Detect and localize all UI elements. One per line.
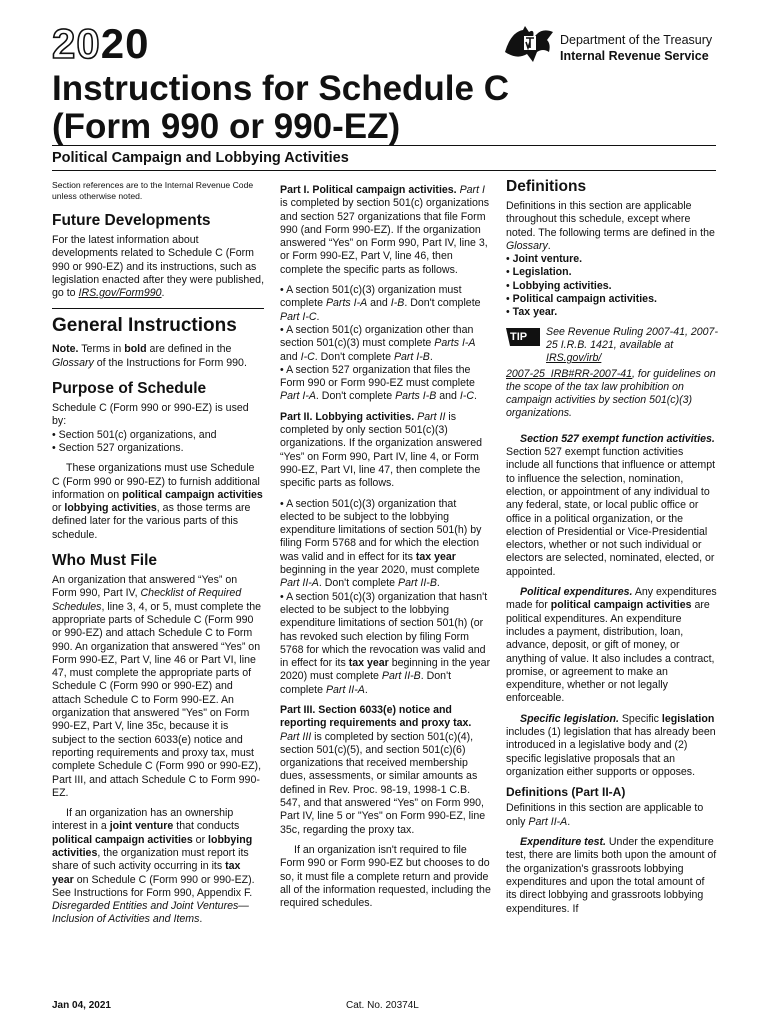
subtitle-rule (52, 170, 716, 171)
footer-cat-no: Cat. No. 20374L (346, 1000, 419, 1011)
part2-bullet-1: • A section 501(c)(3) organization that elected to be subject to the lobbying expenditure limitations of section 501(h) by filing Form 5768 and for which the election was valid and in effect for its tax year beginning in the year 2020, must complete Part II-A. Don't complete Part II-B. (280, 497, 482, 590)
future-developments-text: For the latest information about developments related to Schedule C (Form 990 or 990-EZ) and its instructions, such as legislation enacted after they were published, go to IRS.gov/Form990. (52, 234, 265, 300)
tip-text-bottom: 2007-25_IRB#RR-2007-41, for guidelines on the scope of the tax law prohibition on campaign activities by section 501(c)(3) organizations. (506, 367, 716, 420)
part1-bullet-3: • A section 527 organization that files the Form 990 or Form 990-EZ must complete Part I-A. Don't complete Parts I-B and I-C. (280, 363, 477, 403)
irs-form990-link[interactable]: IRS.gov/Form990 (78, 287, 162, 300)
section527-paragraph: Section 527 exempt function activities. Section 527 exempt function activities include all functions that influence or attempt to influence the selection, nomination, election, or appointment of any individual to any federal, state, or local public office or office in a political organization, or the election of Presidential or Vice-Presidential electors, whether or not such individual or electors are selected, nominated, elected, or appointed. (506, 432, 716, 578)
note-paragraph: Note. Terms in bold are defined in the Glossary of the Instructions for Form 990. (52, 343, 247, 369)
agency-irs: Internal Revenue Service (560, 49, 709, 63)
general-instructions-heading: General Instructions (52, 308, 264, 337)
part1-paragraph: Part I. Political campaign activities. Part I is completed by section 501(c) organizations and section 527 organizations that file Form 990 (and Form 990-EZ). If the organization answered “Yes” on Form 990, Part IV, line 3, or Form 990-EZ, Part V, line 46, then complete the specific parts as follows. (280, 184, 490, 276)
definition-bullet-4: • Political campaign activities. (506, 293, 657, 306)
agency-block (560, 32, 712, 64)
column-2 (280, 184, 492, 917)
definitions-heading: Definitions (506, 178, 587, 195)
who-must-file-text: An organization that answered “Yes” on Form 990, Part IV, Checklist of Required Schedules, line 3, 4, or 5, must complete the appropriate parts of Schedule C (Form 990 or 990-EZ) and attach Schedule C to Form 990. An organization that answered “Yes” on Form 990-EZ, Part V, line 46 or Part VI, line 47, must complete the appropriate parts of Schedule C (Form 990 or 990-EZ) and attach Schedule C to Form 990-EZ. An organization that answered "Yes" on Form 990-EZ, Part V, line 35c, because it is subject to the section 6033(e) notice and reporting requirements and proxy tax, must complete Schedule C (Form 990 or 990-EZ), Part III, and attach Schedule C to Form 990-EZ. (52, 574, 262, 799)
definitions-part2a-text: Definitions in this section are applicable to only Part II-A. (506, 802, 704, 828)
title-line-1: Instructions for Schedule C (52, 69, 509, 108)
joint-venture-paragraph: If an organization has an ownership interest in a joint venture that conducts political campaign activities or lobbying activities, the organization must report its share of such activity occurring in its tax year on Schedule C (Form 990 or 990-EZ). See Instructions for Form 990, Appendix F. Disregarded Entities and Joint Ventures—Inclusion of Activities and Items. (52, 807, 255, 926)
section-note: Section references are to the Internal Revenue Code unless otherwise noted. (52, 180, 254, 201)
footer-date: Jan 04, 2021 (52, 1000, 111, 1011)
tip-label: TIP (510, 330, 528, 343)
future-developments-heading: Future Developments (52, 212, 211, 229)
irs-irb-link[interactable]: IRS.gov/irb/ (546, 352, 602, 365)
part2-bullet-2: • A section 501(c)(3) organization that hasn't elected to be subject to the lobbying expenditure limitations of section 501(h) (or has revoked such election by filing Form 5768 for which the revocation was valid and in effect for its tax year beginning in the year 2020) must complete Part II-B. Don't complete Part II-A. (280, 590, 491, 696)
voluntary-filing-paragraph: If an organization isn't required to file Form 990 or Form 990-EZ but chooses to do so, it must file a complete return and provide all of the information requested, including the required schedules. (280, 843, 491, 910)
definitions-part2a-heading: Definitions (Part II-A) (506, 785, 626, 800)
tip-text-top: See Revenue Ruling 2007-41, 2007-25 I.R.B. 1421, available at IRS.gov/irb/ (546, 325, 718, 365)
definition-bullet-2: • Legislation. (506, 266, 572, 279)
purpose-heading: Purpose of Schedule (52, 380, 207, 398)
who-must-file-heading: Who Must File (52, 552, 158, 570)
purpose-bullet-2: • Section 527 organizations. (52, 441, 184, 454)
title-rule (52, 145, 716, 146)
column-3 (506, 178, 718, 923)
definition-bullet-5: • Tax year. (506, 306, 558, 319)
title-line-2: (Form 990 or 990-EZ) (52, 107, 401, 146)
definition-bullet-1: • Joint venture. (506, 253, 583, 266)
purpose-paragraph-2: These organizations must use Schedule C (Form 990 or 990-EZ) to furnish additional information on political campaign activities or lobbying activities, as those terms are defined later for the various parts of this schedule. (52, 462, 263, 541)
purpose-bullet-1: • Section 501(c) organizations, and (52, 428, 217, 441)
subtitle: Political Campaign and Lobbying Activities (52, 150, 349, 166)
agency-department: Department of the Treasury (560, 33, 713, 47)
part1-bullet-1: • A section 501(c)(3) organization must complete Parts I-A and I-B. Don't complete Part I-C. (280, 284, 481, 323)
expenditure-test-paragraph: Expenditure test. Under the expenditure test, there are limits both upon the amount of the organization's grassroots lobbying expenditures and upon the total amount of its direct lobbying and grassroots lobbying expenditures. If (506, 836, 717, 915)
page-title (52, 70, 532, 146)
revenue-ruling-link[interactable]: 2007-25_IRB#RR-2007-41 (506, 367, 633, 380)
tip-box (506, 326, 718, 366)
purpose-intro: Schedule C (Form 990 or 990-EZ) is used by: (52, 402, 249, 428)
part3-paragraph: Part III. Section 6033(e) notice and reporting requirements and proxy tax. Part III is completed by section 501(c)(4), section 501(c)(5), and section 501(c)(6) organizations that received membership dues, assessments, or similar amounts as defined in Rev. Proc. 98-19, 1998-1 C.B. 547, and that answered “Yes” on Form 990, Part IV, line 5 or "Yes" on Form 990-EZ, line 35c, regarding the proxy tax. (280, 703, 486, 836)
definition-bullet-3: • Lobbying activities. (506, 279, 612, 292)
irs-eagle-logo (503, 22, 555, 66)
part2-paragraph: Part II. Lobbying activities. Part II is completed by only section 501(c)(3) organizations. If the organization answered “Yes” on Form 990, Part IV, line 4, or Form 990-EZ, Part VI, line 47, then complete the specific parts as follows. (280, 410, 482, 490)
form-year: 2020 (52, 20, 150, 67)
definitions-intro: Definitions in this section are applicable throughout this schedule, except where noted. The following terms are defined in the Glossary. (506, 200, 715, 252)
column-1 (52, 180, 264, 934)
political-expenditures-paragraph: Political expenditures. Any expenditures made for political campaign activities are political expenditures. An expenditure includes a payment, distribution, loan, advance, deposit, or gift of money, or anything of value. It also includes a contract, promise, or agreement to make an expenditure, whether or not legally enforceable. (506, 586, 717, 705)
specific-legislation-paragraph: Specific legislation. Specific legislation includes (1) legislation that has already been introduced in a legislative body and (2) specific legislative proposals that an organization either supports or opposes. (506, 712, 716, 778)
part1-bullet-2: • A section 501(c) organization other than section 501(c)(3) must complete Parts I-A and I-C. Don't complete Part I-B. (280, 323, 476, 363)
